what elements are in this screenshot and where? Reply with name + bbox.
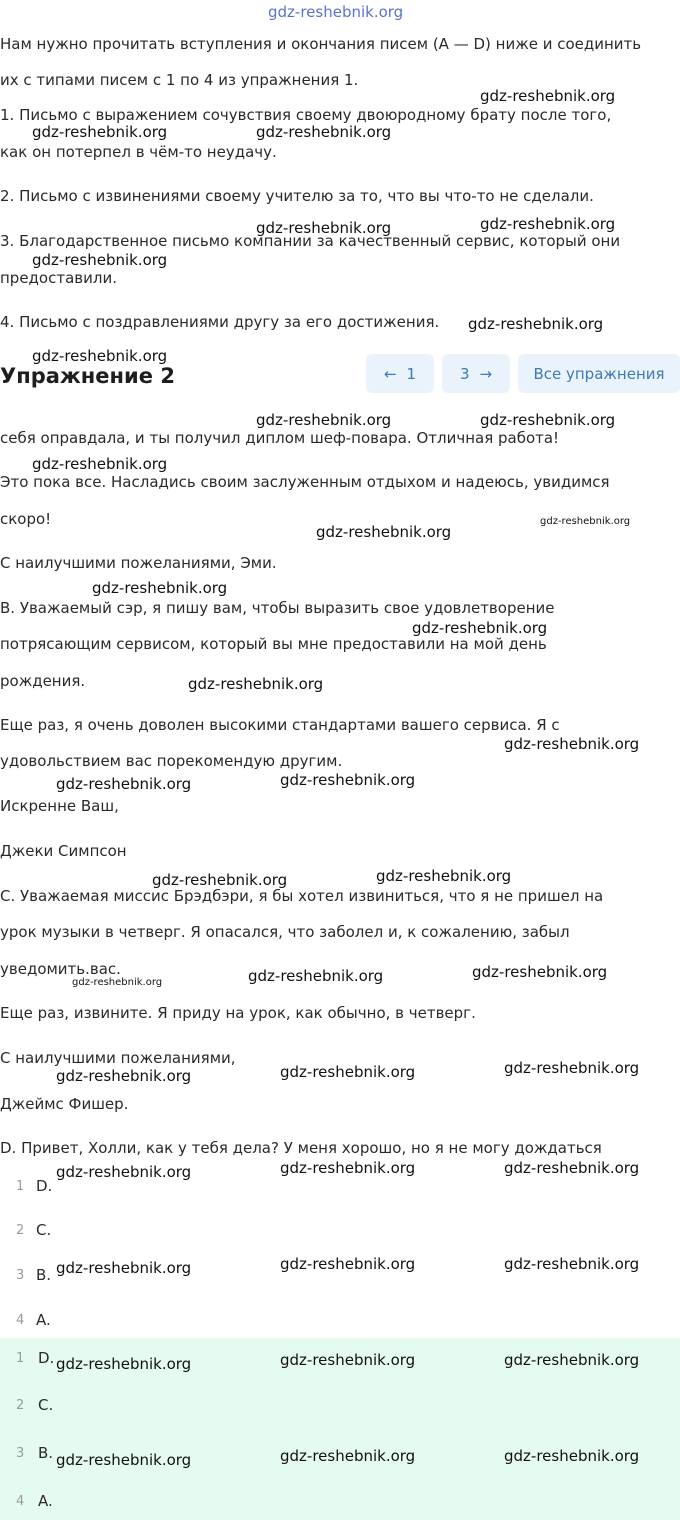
watermark: gdz-reshebnik.org [92, 579, 228, 597]
prev-exercise-label: 1 [406, 364, 417, 383]
arrow-right-icon: → [479, 364, 493, 383]
answer-number: 4 [16, 1313, 25, 1328]
watermark: gdz-reshebnik.org [280, 771, 416, 789]
answer-value: A. [36, 1311, 51, 1329]
answer-row-highlighted [0, 1492, 680, 1514]
letter-c-signature: Джеймс Фишер. [0, 1095, 129, 1113]
watermark: gdz-reshebnik.org [504, 1447, 640, 1465]
watermark: gdz-reshebnik.org [504, 1255, 640, 1273]
all-exercises-label: Все упражнения [533, 364, 665, 383]
letter-b-line: потрясающим сервисом, который вы мне предоставили на мой день [0, 635, 547, 653]
watermark: gdz-reshebnik.org [56, 1163, 192, 1181]
type-item-3-cont: предоставили. [0, 269, 117, 287]
watermark: gdz-reshebnik.org [188, 675, 324, 693]
watermark: gdz-reshebnik.org [256, 123, 392, 141]
letter-a-line: Это пока все. Насладись своим заслуженным отдыхом и надеюсь, увидимся [0, 473, 610, 491]
watermark: gdz-reshebnik.org [412, 619, 548, 637]
answer-value: C. [36, 1221, 52, 1239]
answer-value: B. [36, 1266, 52, 1284]
answer-value: D. [36, 1177, 53, 1195]
answer-value: C. [38, 1396, 54, 1414]
watermark: gdz-reshebnik.org [56, 1355, 192, 1373]
type-item-1: 1. Письмо с выражением сочувствия своему двоюродному брату после того, [0, 106, 612, 124]
answer-number: 3 [16, 1446, 25, 1461]
watermark: gdz-reshebnik.org [480, 87, 616, 105]
prev-exercise-button[interactable] [366, 354, 434, 393]
type-item-2: 2. Письмо с извинениями своему учителю за то, что вы что-то не сделали. [0, 187, 594, 205]
letter-c-line: урок музыки в четверг. Я опасался, что заболел и, к сожалению, забыл [0, 923, 570, 941]
all-exercises-button[interactable] [518, 354, 680, 393]
arrow-left-icon: ← [383, 364, 397, 383]
type-item-3: 3. Благодарственное письмо компании за качественный сервис, который они [0, 232, 621, 250]
watermark: gdz-reshebnik.org [540, 516, 631, 527]
watermark: gdz-reshebnik.org [376, 867, 512, 885]
watermark: gdz-reshebnik.org [280, 1159, 416, 1177]
watermark: gdz-reshebnik.org [480, 215, 616, 233]
letter-c-line: Еще раз, извините. Я приду на урок, как обычно, в четверг. [0, 1004, 476, 1022]
watermark: gdz-reshebnik.org [504, 1159, 640, 1177]
answer-number: 2 [16, 1223, 25, 1238]
watermark: gdz-reshebnik.org [280, 1063, 416, 1081]
letter-a-signoff: С наилучшими пожеланиями, Эми. [0, 554, 277, 572]
watermark: gdz-reshebnik.org [256, 219, 392, 237]
letter-c-line: C. Уважаемая миссис Брэдбэри, я бы хотел извиниться, что я не пришел на [0, 887, 604, 905]
watermark: gdz-reshebnik.org [504, 1059, 640, 1077]
site-logo[interactable]: gdz-reshebnik.org [268, 3, 404, 21]
letter-b-signature: Джеки Симпсон [0, 842, 127, 860]
watermark: gdz-reshebnik.org [152, 871, 288, 889]
intro-line: Нам нужно прочитать вступления и окончания писем (A — D) ниже и соединить [0, 35, 642, 53]
letter-c-line: уведомить.вас. [0, 960, 121, 978]
watermark: gdz-reshebnik.org [248, 967, 384, 985]
answer-number: 2 [16, 1398, 25, 1413]
answer-number: 1 [16, 1179, 25, 1194]
letter-a-line: себя оправдала, и ты получил диплом шеф-повара. Отличная работа! [0, 429, 560, 447]
watermark: gdz-reshebnik.org [56, 1259, 192, 1277]
watermark: gdz-reshebnik.org [56, 1067, 192, 1085]
type-item-4: 4. Письмо с поздравлениями другу за его достижения. [0, 313, 440, 331]
letter-b-line: B. Уважаемый сэр, я пишу вам, чтобы выразить свое удовлетворение [0, 599, 555, 617]
watermark: gdz-reshebnik.org [468, 315, 604, 333]
letter-b-line: удовольствием вас порекомендую другим. [0, 752, 343, 770]
letter-a-line: скоро! [0, 510, 52, 528]
answer-number: 1 [16, 1351, 25, 1366]
watermark: gdz-reshebnik.org [32, 123, 168, 141]
watermark: gdz-reshebnik.org [256, 411, 392, 429]
answer-row [0, 1221, 680, 1243]
watermark: gdz-reshebnik.org [56, 1451, 192, 1469]
letter-b-signoff: Искренне Ваш, [0, 797, 119, 815]
type-item-1-cont: как он потерпел в чём-то неудачу. [0, 143, 277, 161]
watermark: gdz-reshebnik.org [280, 1447, 416, 1465]
next-exercise-label: 3 [459, 364, 470, 383]
watermark: gdz-reshebnik.org [480, 411, 616, 429]
next-exercise-button[interactable] [442, 354, 510, 393]
intro-line: их с типами писем с 1 по 4 из упражнения 1. [0, 71, 359, 89]
letter-b-line: Еще раз, я очень доволен высокими стандартами вашего сервиса. Я с [0, 716, 560, 734]
watermark: gdz-reshebnik.org [280, 1351, 416, 1369]
answer-row [0, 1311, 680, 1333]
watermark: gdz-reshebnik.org [56, 775, 192, 793]
watermark: gdz-reshebnik.org [504, 1351, 640, 1369]
answer-value: A. [38, 1492, 53, 1510]
answer-number: 4 [16, 1494, 25, 1509]
letter-b-line: рождения. [0, 672, 86, 690]
exercise-title: Упражнение 2 [0, 364, 175, 388]
watermark: gdz-reshebnik.org [316, 523, 452, 541]
letter-c-signoff: С наилучшими пожеланиями, [0, 1049, 236, 1067]
watermark: gdz-reshebnik.org [280, 1255, 416, 1273]
watermark: gdz-reshebnik.org [32, 251, 168, 269]
answer-row-highlighted [0, 1396, 680, 1418]
watermark: gdz-reshebnik.org [32, 455, 168, 473]
watermark: gdz-reshebnik.org [504, 735, 640, 753]
answer-number: 3 [16, 1268, 25, 1283]
watermark: gdz-reshebnik.org [472, 963, 608, 981]
watermark: gdz-reshebnik.org [32, 347, 168, 365]
watermark: gdz-reshebnik.org [72, 977, 163, 988]
letter-d-line: D. Привет, Холли, как у тебя дела? У меня хорошо, но я не могу дождаться [0, 1139, 602, 1157]
answer-value: D. [38, 1349, 55, 1367]
answer-value: B. [38, 1444, 54, 1462]
